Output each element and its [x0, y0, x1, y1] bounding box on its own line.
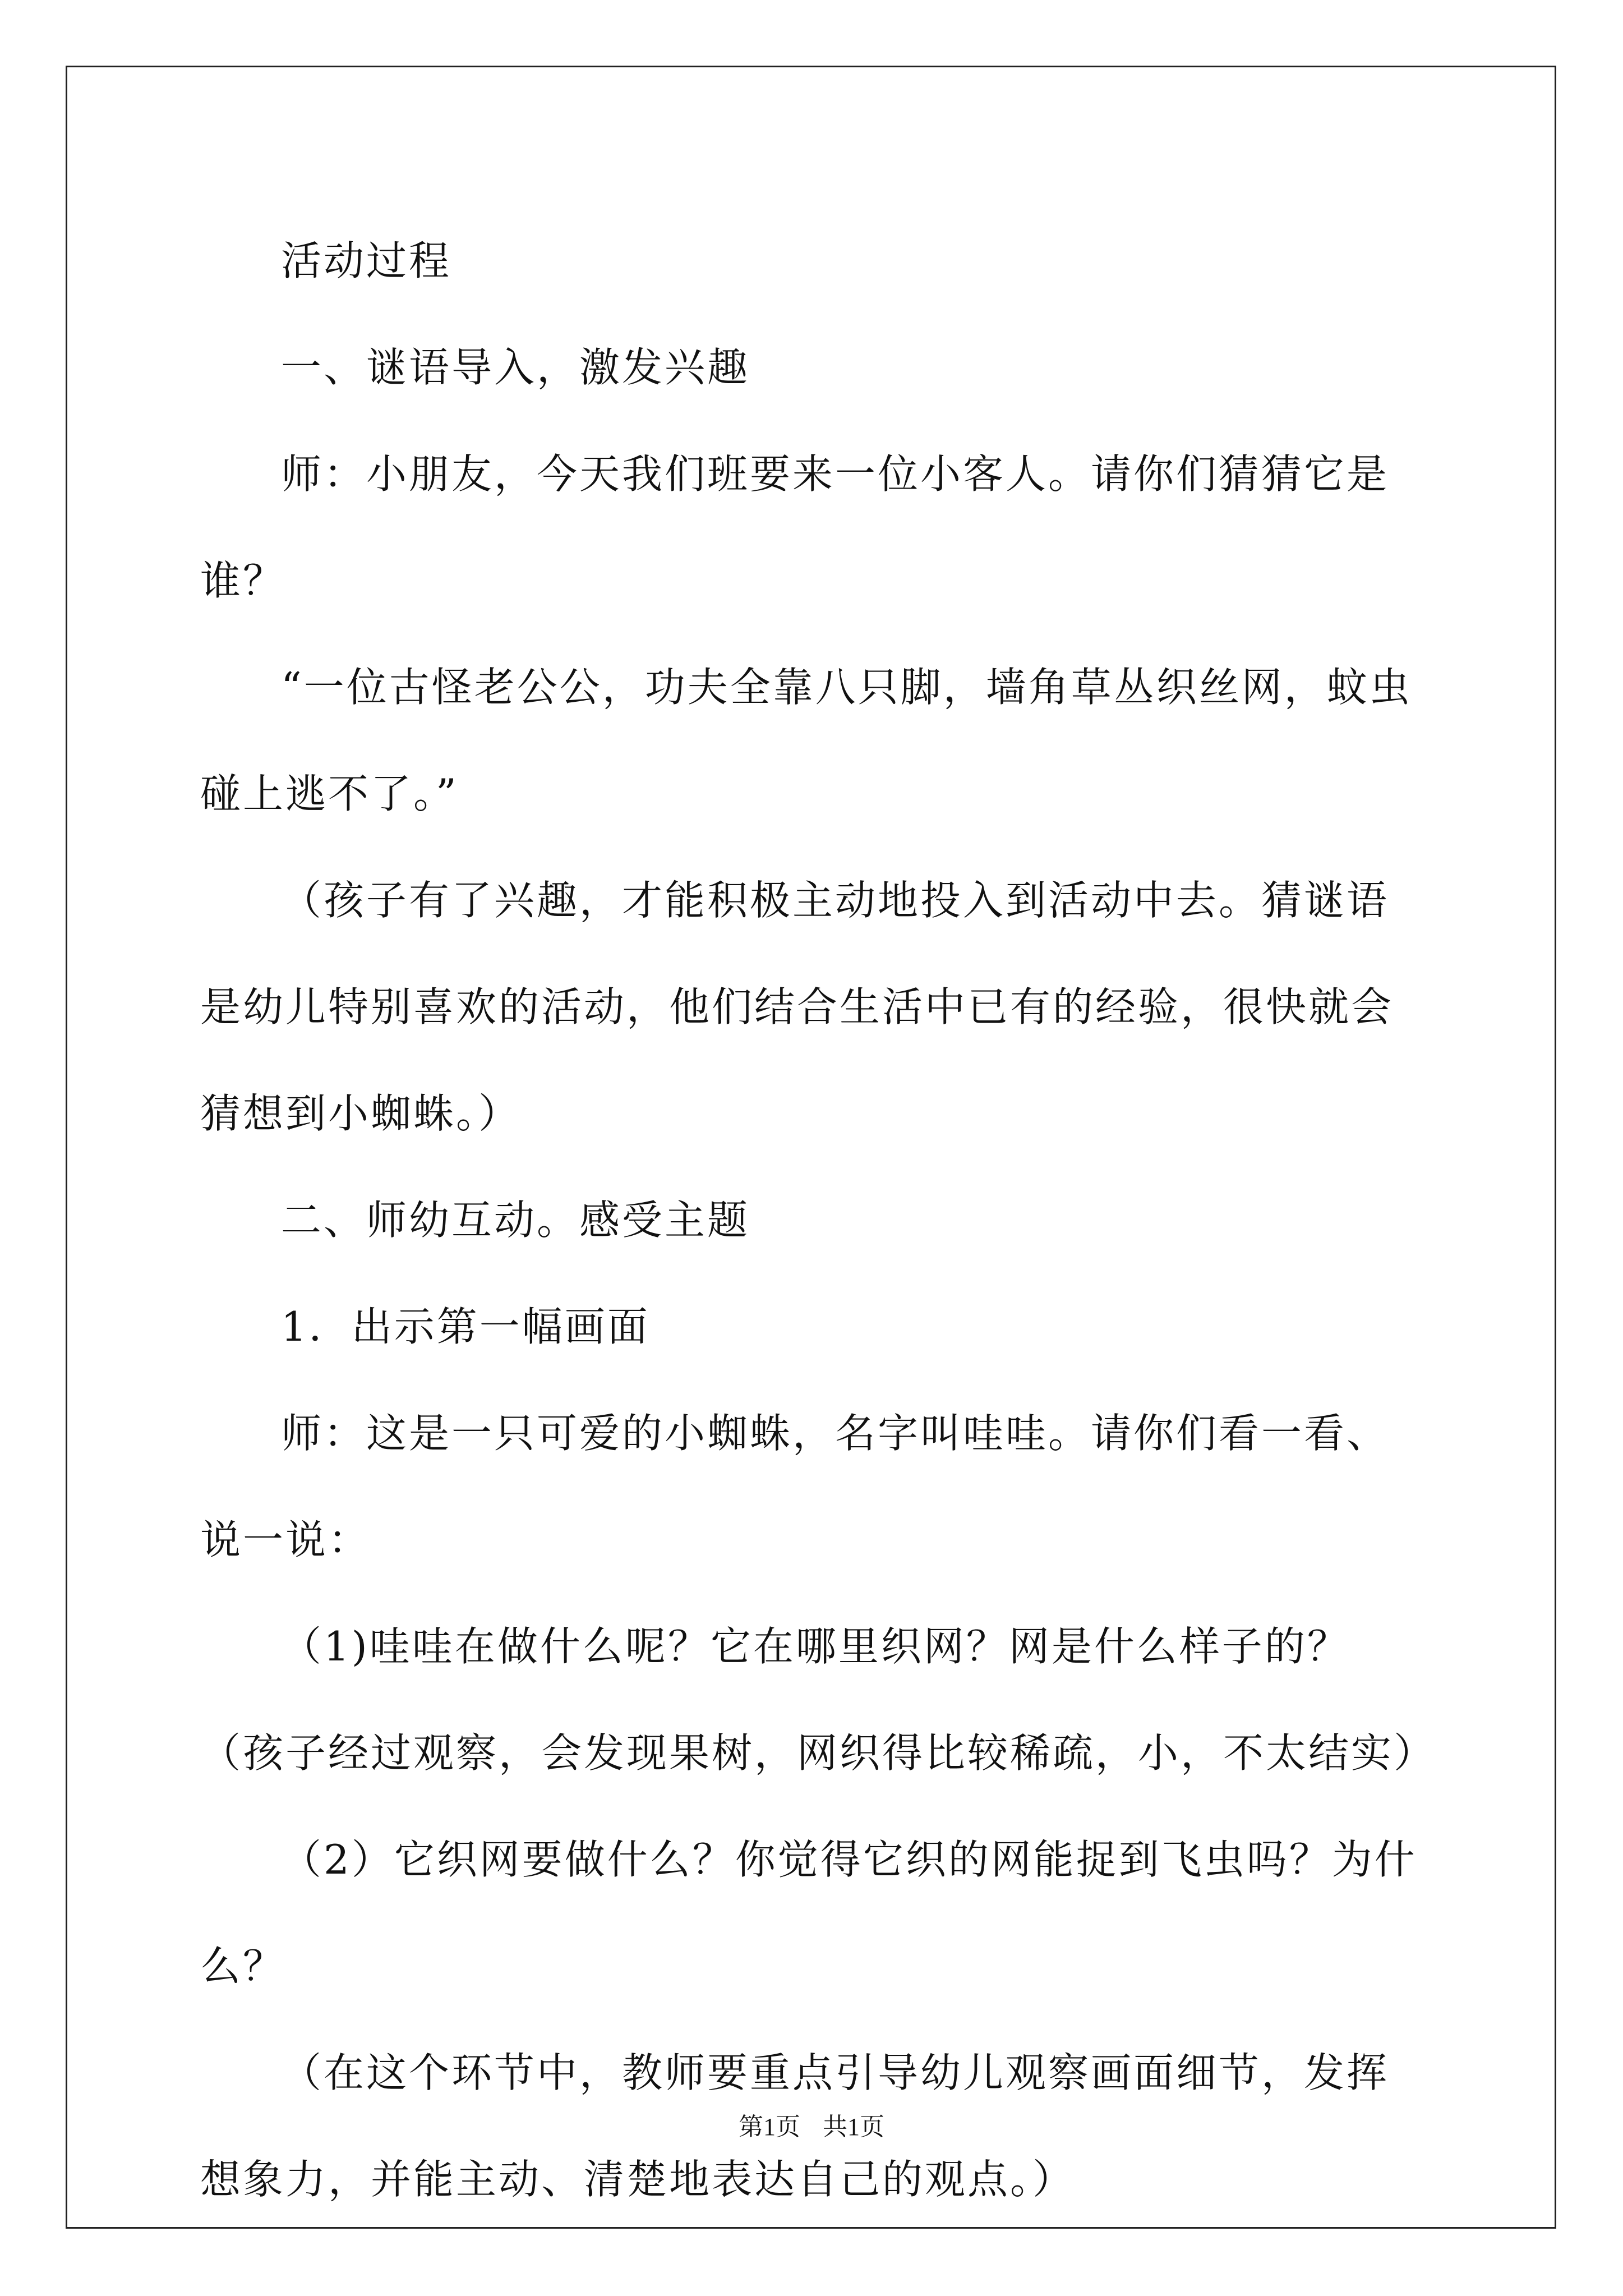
body-paragraph: 师：小朋友，今天我们班要来一位小客人。请你们猜猜它是谁？	[200, 450, 1390, 604]
body-paragraph: 师：这是一只可爱的小蜘蛛，名字叫哇哇。请你们看一看、说一说：	[200, 1410, 1390, 1563]
page-number-total: 共1页	[823, 2113, 884, 2141]
section-heading: 二、师幼互动。感受主题	[281, 1197, 750, 1244]
body-paragraph: （2）它织网要做什么？你觉得它织的网能捉到飞虫吗？为什么？	[200, 1836, 1417, 1990]
subsection-heading: 1．出示第一幅画面	[281, 1303, 650, 1350]
body-paragraph: （在这个环节中，教师要重点引导幼儿观察画面细节，发挥想象力，并能主动、清楚地表达自己的观点。）	[200, 2049, 1390, 2203]
page-number-current: 第1页	[739, 2113, 800, 2141]
section-heading: 活动过程	[281, 237, 452, 284]
riddle-paragraph: “一位古怪老公公，功夫全靠八只脚，墙角草丛织丝网，蚊虫碰上逃不了。”	[200, 664, 1412, 817]
page-footer	[0, 2106, 1623, 2142]
section-heading: 一、谜语导入，激发兴趣	[281, 344, 750, 391]
body-paragraph: （1)哇哇在做什么呢？它在哪里织网？网是什么样子的？（孩子经过观察，会发现果树，网织得比较稀疏，小，不太结实）	[200, 1623, 1437, 1777]
body-paragraph: （孩子有了兴趣，才能积极主动地投入到活动中去。猜谜语是幼儿特别喜欢的活动，他们结合生活中已有的经验，很快就会猜想到小蜘蛛。）	[200, 877, 1394, 1137]
document-body	[200, 208, 1437, 2233]
